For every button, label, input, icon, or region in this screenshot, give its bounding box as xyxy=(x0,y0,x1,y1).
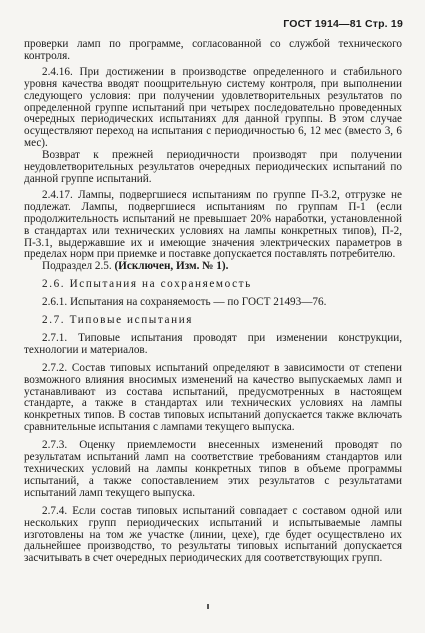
paragraph-2-7-4: 2.7.4. Если состав типовых испытаний совпадает с составом одной или нескольких групп периодических испытаний и испытываемые лампы изготовлены на том же участке (линии, цехе), где будет осуществлено их дальнейшее производство, то результаты типовых испытаний допускается засчитывать в счет очередных периодических для соответствующих групп. xyxy=(24,504,402,565)
paragraph-2-7-1: 2.7.1. Типовые испытания проводят при изменении конструкции, технологии и материалов. xyxy=(24,331,402,356)
paragraph-2-4-17: 2.4.17. Лампы, подвергшиеся испытаниям по группе П-3.2, отгрузке не подлежат. Лампы, подвергшиеся испытаниям по группам П-1 (если продолжительность испытаний не превышает 20% наработки, установленной в стандартах или технических условиях на лампы конкретных типов), П-2, П-3.1, выдержавшие их и имеющие значения электрических параметров в пределах норм при приемке и поставке допускается поставлять потребителю. xyxy=(24,188,402,261)
paragraph-2-4-16: 2.4.16. При достижении в производстве определенного и стабильного уровня качества вводят поощрительную систему контроля, при выполнении следующего условия: при получении удовлетворительных результатов по определенной группе испытаний при четырех последовательно проведенных очередных периодических испытаниях для данной группы. В этом случае осуществляют переход на испытания с периодичностью 6, 12 мес (вместо 3, 6 мес). xyxy=(24,65,402,150)
page-header: ГОСТ 1914—81 Стр. 19 xyxy=(283,18,403,30)
subsection-2-5-label: Подраздел 2.5. xyxy=(42,260,115,273)
paragraph-continuation: проверки ламп по программе, согласованной со службой технического контроля. xyxy=(24,38,402,62)
paragraph-2-6-1: 2.6.1. Испытания на сохраняемость — по ГОСТ 21493—76. xyxy=(42,296,327,309)
scan-speck xyxy=(207,604,209,609)
subsection-2-5 xyxy=(24,261,402,273)
paragraph-2-7-2: 2.7.2. Состав типовых испытаний определяют в зависимости от степени возможного влияния вносимых изменений на качество выпускаемых ламп и устанавливают из состава испытаний, предусмотренных в настоящем стандарте, а также в стандартах или технических условиях на лампы конкретных типов. В состав типовых испытаний допускается также включать сравнительные испытания с лампами текущего выпуска. xyxy=(24,361,402,434)
section-2-7-heading: 2.7. Типовые испытания xyxy=(42,314,194,327)
paragraph-return-periodicity: Возврат к прежней периодичности производят при получении неудовлетворительных результатов очередных периодических испытаний по данной группе испытаний. xyxy=(24,149,402,185)
section-2-6-heading: 2.6. Испытания на сохраняемость xyxy=(42,278,252,291)
paragraph-2-7-3: 2.7.3. Оценку приемлемости внесенных изменений проводят по результатам испытаний ламп на соответствие требованиям стандартов или технических условий на лампы конкретных типов в объеме программы испытаний, а также сопоставлением этих результатов с результатами испытаний ламп текущего выпуска. xyxy=(24,439,402,499)
subsection-2-5-note: (Исключен, Изм. № 1). xyxy=(114,260,229,273)
document-body xyxy=(24,39,402,565)
